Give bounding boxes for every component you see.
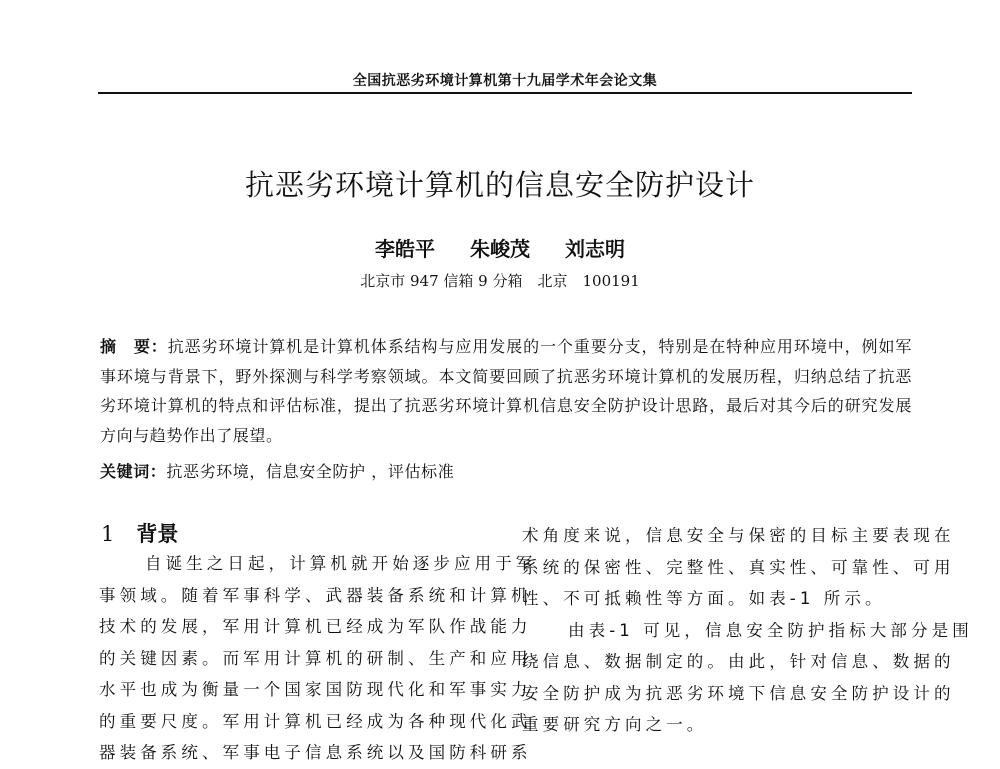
paragraph-line: 自诞生之日起，计算机就开始逐步应用于军	[145, 554, 537, 573]
author: 朱峻茂	[470, 237, 530, 261]
author: 刘志明	[564, 237, 625, 261]
abstract-text: 抗恶劣环境计算机是计算机体系结构与应用发展的一个重要分支，特别是在特种应用环境中，例如军事环境与背景下，野外探测与科学考察领域。本文简要回顾了抗恶劣环境计算机的发展历程，归纳总结了抗恶劣环境计算机的特点和评估标准，提出了抗恶劣环境计算机信息安全防护设计思路，最后对其今后的研究发展方向与趋势作出了展望。	[100, 337, 912, 445]
left-column	[99, 548, 537, 769]
paragraph-line: 安全防护成为抗恶劣环境下信息安全防护设计的	[522, 683, 955, 703]
paragraph-line: 的重要尺度。军用计算机已经成为各种现代化武	[99, 711, 532, 731]
section-number: 1	[101, 522, 115, 546]
paragraph-line: 器装备系统、军事电子信息系统以及国防科研系	[99, 743, 532, 762]
right-column	[522, 520, 973, 741]
paragraph-line: 重要研究方向之一。	[522, 715, 708, 734]
paragraph-line: 事领域。随着军事科学、武器装备系统和计算机	[99, 585, 532, 605]
paragraph-line: 性、不可抵赖性等方面。如表-1 所示。	[522, 589, 886, 608]
author-list	[0, 233, 1000, 262]
abstract-label: 摘 要：	[100, 337, 168, 356]
paragraph-line: 由表-1 可见，信息安全防护指标大部分是围	[568, 620, 973, 640]
abstract	[100, 332, 912, 450]
paragraph-line: 的关键因素。而军用计算机的研制、生产和应用	[99, 648, 532, 668]
author: 李皓平	[375, 237, 436, 261]
keywords-text: 抗恶劣环境，信息安全防护 ，评估标准	[166, 462, 455, 481]
paragraph-line: 术角度来说，信息安全与保密的目标主要表现在	[522, 526, 955, 545]
paragraph-line: 水平也成为衡量一个国家国防现代化和军事实力	[99, 680, 532, 699]
section-title: 背景	[136, 521, 179, 546]
paragraph-line: 绕信息、数据制定的。由此，针对信息、数据的	[522, 652, 955, 671]
keywords	[100, 459, 912, 482]
keywords-label: 关键词：	[100, 462, 167, 481]
running-head: 全国抗恶劣环境计算机第十九届学术年会论文集	[352, 73, 658, 89]
section-heading	[101, 518, 178, 548]
paragraph-line: 技术的发展，军用计算机已经成为军队作战能力	[99, 617, 532, 636]
affiliation: 北京市 947 信箱 9 分箱 北京 100191	[360, 272, 640, 290]
header-rule	[98, 92, 912, 94]
paragraph-line: 系统的保密性、完整性、真实性、可靠性、可用	[522, 557, 955, 577]
paper-title: 抗恶劣环境计算机的信息安全防护设计	[244, 168, 755, 202]
